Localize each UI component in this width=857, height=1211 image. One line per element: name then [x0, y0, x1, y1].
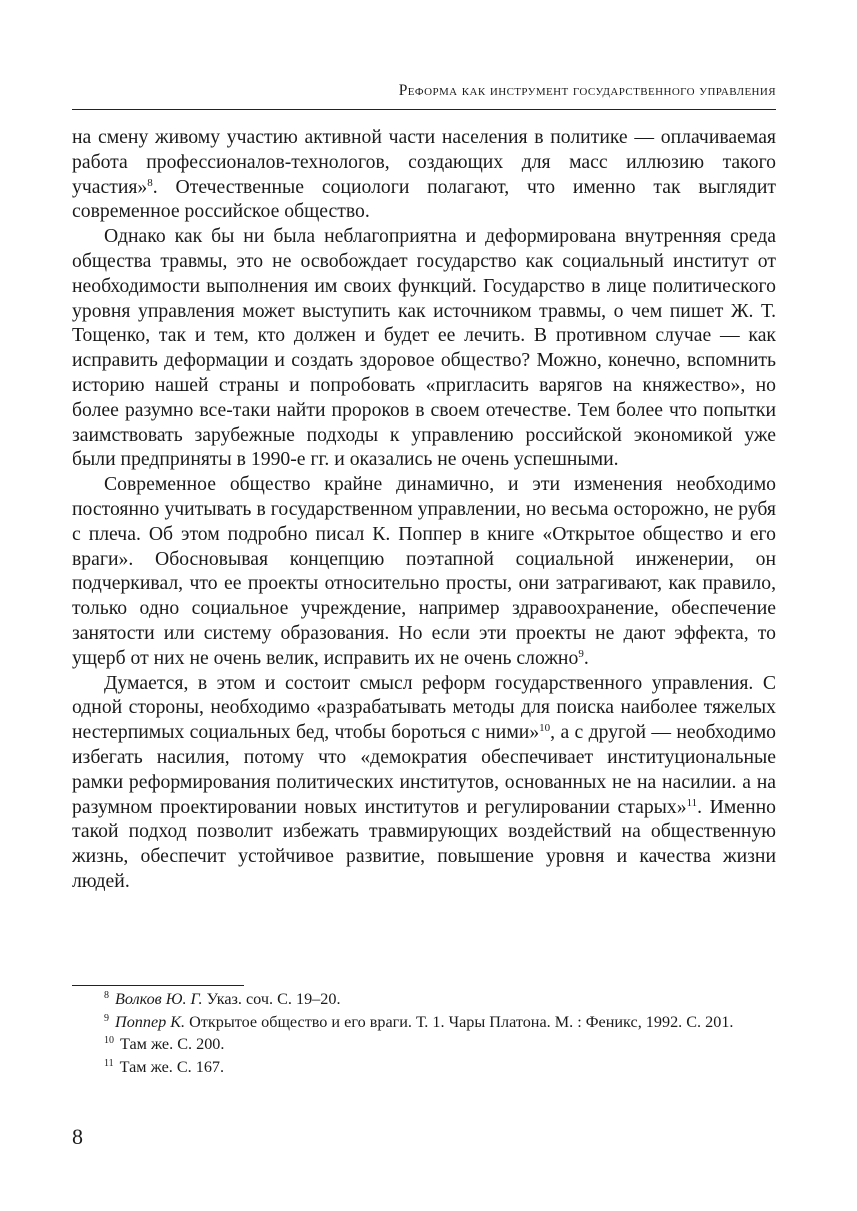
- running-header: Реформа как инструмент государственного управления: [398, 82, 776, 99]
- footnotes: [72, 988, 776, 1078]
- paragraph-1-text-a: на смену живому участию активной части населения в политике — оплачиваемая работа профессионалов-технологов, создающих для масс иллюзию такого участия»: [72, 126, 776, 198]
- paragraph-1-text-b: . Отечественные социологи полагают, что именно так выглядит современное российское общество.: [72, 175, 776, 223]
- footnote-author: Волков Ю. Г.: [115, 990, 203, 1008]
- paragraph-3-text-b: .: [583, 646, 589, 669]
- footnote-text: Открытое общество и его враги. Т. 1. Чары Платона. М. : Феникс, 1992. С. 201.: [185, 1012, 734, 1031]
- footnote-text: Там же. С. 167.: [119, 1057, 225, 1076]
- paragraph-4: [72, 671, 776, 894]
- footnote-ref-11[interactable]: 11: [686, 796, 698, 809]
- footnote-text: Указ. соч. С. 19–20.: [202, 990, 341, 1008]
- footnote-10: [72, 1033, 776, 1056]
- header-rule: [72, 109, 776, 110]
- paragraph-4-text-a: Думается, в этом и состоит смысл реформ государственного управления. С одной стороны, необходимо «разрабатывать методы для поиска наиболее тяжелых нестерпимых социальных бед, чтобы бороться с ними»: [72, 671, 776, 744]
- footnote-ref-8[interactable]: 8: [147, 176, 153, 189]
- footnote-number: 8: [104, 990, 109, 1001]
- footnote-author: Поппер К.: [115, 1012, 186, 1031]
- paragraph-1: [72, 125, 776, 224]
- footnote-text: Там же. С. 200.: [120, 1035, 225, 1053]
- paragraph-4-text-c: . Именно такой подход позволит избежать травмирующих воздействий на общественную жизнь, обеспечит устойчивое развитие, повышение уровня и качества жизни людей.: [72, 795, 776, 892]
- main-text: [72, 125, 776, 894]
- paragraph-2: [72, 224, 776, 472]
- page-number: 8: [72, 1124, 83, 1149]
- footnote-rule: [72, 985, 244, 986]
- footnote-number: 11: [104, 1057, 114, 1069]
- footnote-9: [72, 1011, 776, 1034]
- footnote-ref-10[interactable]: 10: [539, 722, 551, 735]
- footnote-number: 9: [104, 1012, 109, 1024]
- paragraph-4-text-b: , а с другой — необходимо избегать насилия, потому что «демократия обеспечивает институциональные рамки реформирования политических институтов, основанных не на насилии. а на разумном проектировании новых институтов и регулировании старых»: [72, 721, 777, 818]
- paragraph-3: [72, 472, 776, 670]
- footnote-number: 10: [104, 1035, 114, 1046]
- footnote-ref-9[interactable]: 9: [578, 647, 584, 660]
- footnote-8: [72, 988, 776, 1011]
- paragraph-3-text-a: Современное общество крайне динамично, и эти изменения необходимо постоянно учитывать в государственном управлении, но весьма осторожно, не рубя с плеча. Об этом подробно писал К. Поппер в книге «Открытое общество и его враги». Обосновывая концепцию поэтапной социальной инженерии, он подчеркивал, что ее проекты относительно просты, они затрагивают, как правило, только одно социальное учреждение, например здравоохранение, обеспечение занятости или систему образования. Но если эти проекты не дают эффекта, то ущерб от них не очень велик, исправить их не очень сложно: [72, 473, 776, 669]
- footnote-11: [72, 1056, 776, 1079]
- paragraph-2-text: Однако как бы ни была неблагоприятна и деформирована внутренняя среда общества травмы, это не освобождает государство как социальный институт от необходимости выполнения им своих функций. Государство в лице политического уровня управления может выступить как источником травмы, о чем пишет Ж. Т. Тощенко, так и тем, кто должен и будет ее лечить. В противном случае — как исправить деформации и создать здоровое общество? Можно, конечно, вспомнить историю нашей страны и попробовать «пригласить варягов на княжество», но более разумно все-таки найти пророков в своем отечестве. Тем более что попытки заимствовать зарубежные подходы к управлению российской экономикой уже были предприняты в 1990-е гг. и оказались не очень успешными.: [72, 225, 776, 471]
